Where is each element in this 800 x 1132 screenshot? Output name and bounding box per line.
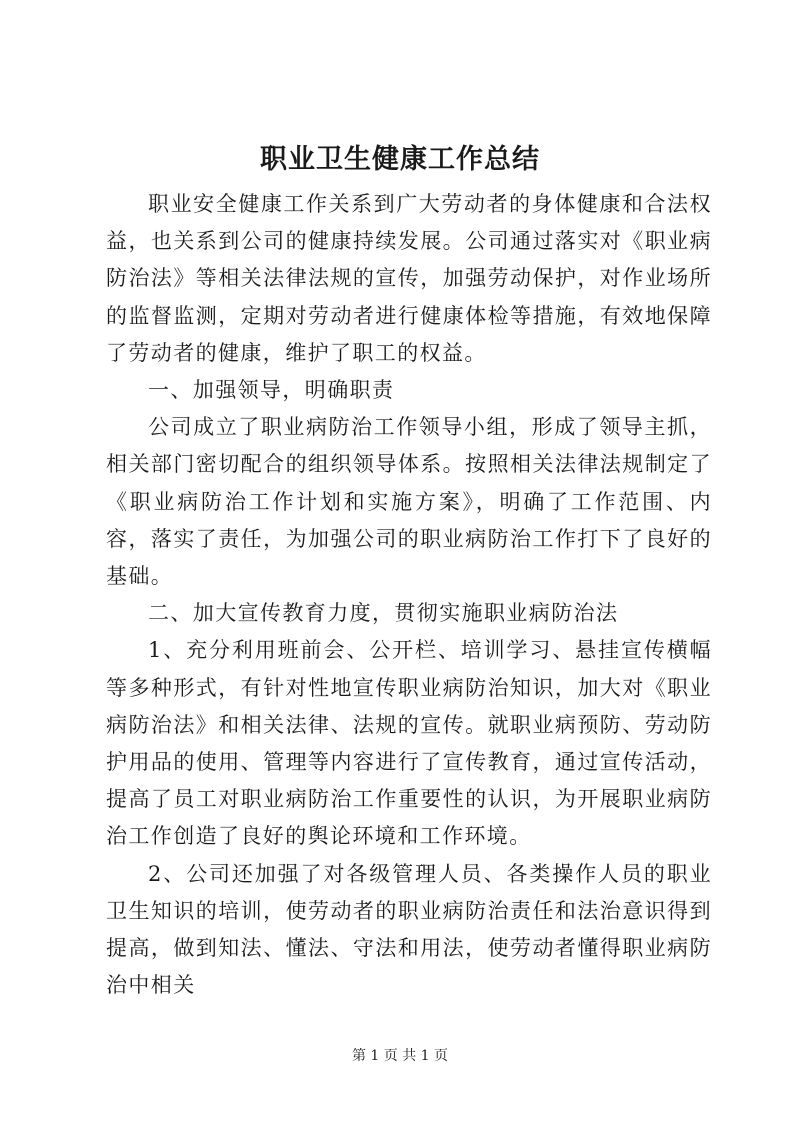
document-title: 职业卫生健康工作总结 (260, 144, 540, 175)
page-footer: 第 1 页 共 1 页 (351, 1048, 449, 1064)
document-body (106, 186, 712, 1004)
intro-paragraph: 职业安全健康工作关系到广大劳动者的身体健康和合法权益，也关系到公司的健康持续发展。公司通过落实对《职业病防治法》等相关法律法规的宣传，加强劳动保护，对作业场所的监督监测，定期对劳动者进行健康体检等措施，有效地保障了劳动者的健康，维护了职工的权益。 (106, 192, 712, 365)
section-2-item-2-paragraph: 2、公司还加强了对各级管理人员、各类操作人员的职业卫生知识的培训，使劳动者的职业病防治责任和法治意识得到提高，做到知法、懂法、守法和用法，使劳动者懂得职业病防治中相关 (106, 861, 712, 998)
section-2-item-1-paragraph: 1、充分利用班前会、公开栏、培训学习、悬挂宣传横幅等多种形式，有针对性地宣传职业病防治知识，加大对《职业病防治法》和相关法律、法规的宣传。就职业病预防、劳动防护用品的使用、管理等内容进行了宣传教育，通过宣传活动，提高了员工对职业病防治工作重要性的认识，为开展职业病防治工作创造了良好的舆论环境和工作环境。 (106, 638, 712, 849)
section-1-paragraph: 公司成立了职业病防治工作领导小组，形成了领导主抓，相关部门密切配合的组织领导体系。按照相关法律法规制定了《职业病防治工作计划和实施方案》，明确了工作范围、内容，落实了责任，为加强公司的职业病防治工作打下了良好的基础。 (106, 415, 712, 589)
section-1-heading: 一、加强领导，明确职责 (148, 378, 395, 403)
section-2-heading: 二、加大宣传教育力度，贯彻实施职业病防治法 (148, 601, 619, 626)
